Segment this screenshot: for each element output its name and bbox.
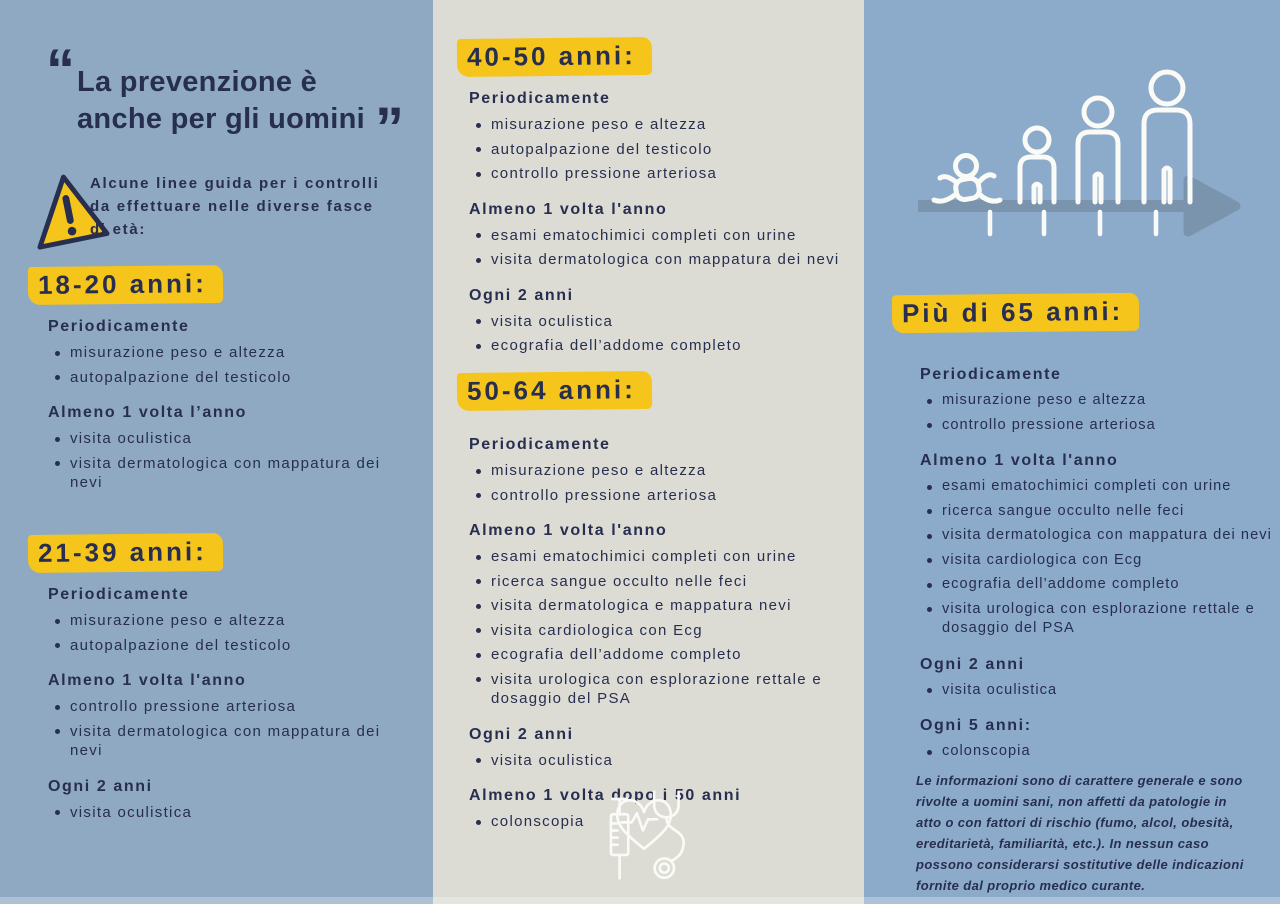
exam-list <box>469 461 851 505</box>
frequency-heading: Almeno 1 volta dopo i 50 anni <box>469 787 742 804</box>
frequency-heading: Ogni 2 anni <box>48 777 153 795</box>
exam-list <box>469 115 851 184</box>
exam-item: visita oculistica <box>469 751 851 771</box>
schedule-group <box>48 778 412 823</box>
intro-line: da effettuare nelle diverse fasce <box>90 198 374 215</box>
schedule-group <box>920 452 1278 639</box>
exam-item: esami ematochimici completi con urine <box>469 547 851 567</box>
frequency-heading: Almeno 1 volta l'anno <box>48 672 247 689</box>
page-bottom-edge <box>0 897 1280 904</box>
exam-item: visita oculistica <box>920 681 1278 701</box>
exam-item: controllo pressione arteriosa <box>920 416 1278 436</box>
exam-list <box>48 343 412 387</box>
exam-item: colonscopia <box>920 742 1278 762</box>
schedule-group <box>48 318 412 387</box>
right-panel <box>864 0 1280 904</box>
close-quote-mark: ” <box>375 96 401 161</box>
exam-item: controllo pressione arteriosa <box>48 697 412 717</box>
intro-text <box>90 172 380 241</box>
frequency-heading: Ogni 2 anni <box>469 286 574 304</box>
intro-line: Alcune linee guida per i controlli <box>90 175 380 192</box>
frequency-heading: Periodicamente <box>920 366 1062 383</box>
exam-list <box>48 803 412 823</box>
exam-item: esami ematochimici completi con urine <box>920 477 1278 497</box>
exam-list <box>469 312 851 356</box>
headline-line2: anche per gli uomini <box>77 103 365 135</box>
exam-item: ricerca sangue occulto nelle feci <box>469 572 851 592</box>
schedule-group <box>920 717 1278 762</box>
frequency-heading: Almeno 1 volta l’anno <box>48 404 247 421</box>
left-panel <box>0 0 433 904</box>
exam-item: visita dermatologica con mappatura dei nevi <box>920 526 1278 546</box>
schedule-group <box>920 366 1278 435</box>
schedule-group <box>469 522 851 709</box>
disclaimer-text: Le informazioni sono di carattere generale e sono rivolte a uomini sani, non affetti da patologie in atto o con fattori di rischio (fumo, alcol, obesità, ereditarietà, familiarità, etc.). In nessun caso possono considerarsi sostitutive delle indicazioni fornite dal proprio medico curante. <box>916 773 1244 893</box>
frequency-heading: Periodicamente <box>469 90 611 107</box>
exam-item: visita dermatologica e mappatura nevi <box>469 596 851 616</box>
schedule-group <box>469 436 851 505</box>
highlighted-title: 50-64 anni: <box>457 371 652 411</box>
exam-item: misurazione peso e altezza <box>920 391 1278 411</box>
exam-item: visita cardiologica con Ecg <box>920 551 1278 571</box>
frequency-heading: Periodicamente <box>48 586 190 603</box>
exam-item: misurazione peso e altezza <box>469 461 851 481</box>
age-section-21-39 <box>28 534 412 827</box>
section-title <box>457 372 851 410</box>
headline-text <box>77 48 401 161</box>
exam-item: visita urologica con esplorazione rettale e dosaggio del PSA <box>469 670 851 709</box>
exam-list <box>920 681 1278 701</box>
exam-item: misurazione peso e altezza <box>469 115 851 135</box>
highlighted-title: 21-39 anni: <box>28 533 223 573</box>
schedule-group <box>920 656 1278 701</box>
section-title <box>28 534 412 572</box>
frequency-heading: Ogni 2 anni <box>469 725 574 743</box>
age-section-18-20 <box>28 266 412 498</box>
exam-item: misurazione peso e altezza <box>48 611 412 631</box>
age-section-over-65 <box>892 294 1278 767</box>
exam-item: visita cardiologica con Ecg <box>469 621 851 641</box>
exam-item: visita dermatologica con mappatura dei nevi <box>469 250 851 270</box>
medical-checkup-icon <box>583 764 705 896</box>
exam-item: autopalpazione del testicolo <box>469 140 851 160</box>
headline-quote <box>46 38 401 161</box>
schedule-group <box>469 287 851 356</box>
schedule-group <box>48 586 412 655</box>
exam-list <box>920 477 1278 639</box>
schedule-group <box>48 404 412 493</box>
intro-line: di età: <box>90 221 147 238</box>
exam-item: misurazione peso e altezza <box>48 343 412 363</box>
exam-item: visita oculistica <box>469 312 851 332</box>
exam-item: ecografia dell’addome completo <box>469 645 851 665</box>
exam-list <box>48 697 412 761</box>
frequency-heading: Ogni 5 anni: <box>920 717 1032 734</box>
aging-growth-timeline-icon <box>910 46 1250 256</box>
exam-item: controllo pressione arteriosa <box>469 486 851 506</box>
age-section-40-50 <box>457 38 851 361</box>
headline-line1: La prevenzione è <box>77 66 318 98</box>
highlighted-title: 40-50 anni: <box>457 37 652 77</box>
frequency-heading: Almeno 1 volta l'anno <box>469 200 668 218</box>
exam-item: visita dermatologica con mappatura dei nevi <box>48 454 412 493</box>
exam-list <box>920 391 1278 435</box>
schedule-group <box>48 672 412 761</box>
exam-list <box>469 226 851 270</box>
highlighted-title: 18-20 anni: <box>28 265 223 305</box>
frequency-heading: Periodicamente <box>48 318 190 335</box>
exam-list <box>48 429 412 493</box>
exam-item: colonscopia <box>469 812 851 832</box>
frequency-heading: Almeno 1 volta l'anno <box>920 452 1119 469</box>
open-quote-mark: “ <box>46 38 72 103</box>
exam-item: ecografia dell’addome completo <box>920 575 1278 595</box>
exam-item: ricerca sangue occulto nelle feci <box>920 502 1278 522</box>
exam-item: visita dermatologica con mappatura dei nevi <box>48 722 412 761</box>
exam-item: visita urologica con esplorazione rettale e dosaggio del PSA <box>920 600 1278 639</box>
schedule-group <box>469 201 851 270</box>
frequency-heading: Periodicamente <box>469 436 611 453</box>
exam-item: esami ematochimici completi con urine <box>469 226 851 246</box>
exam-item: autopalpazione del testicolo <box>48 368 412 388</box>
section-title <box>457 38 851 76</box>
schedule-group <box>469 90 851 184</box>
exam-item: autopalpazione del testicolo <box>48 636 412 656</box>
exam-item: ecografia dell’addome completo <box>469 336 851 356</box>
middle-panel <box>433 0 864 904</box>
frequency-heading: Almeno 1 volta l'anno <box>469 522 668 539</box>
exam-item: controllo pressione arteriosa <box>469 164 851 184</box>
section-title <box>892 294 1278 332</box>
highlighted-title: Più di 65 anni: <box>892 293 1140 334</box>
exam-list <box>48 611 412 655</box>
section-title <box>28 266 412 304</box>
exam-item: visita oculistica <box>48 429 412 449</box>
exam-item: visita oculistica <box>48 803 412 823</box>
frequency-heading: Ogni 2 anni <box>920 655 1025 673</box>
exam-list <box>920 742 1278 762</box>
exam-list <box>469 547 851 709</box>
